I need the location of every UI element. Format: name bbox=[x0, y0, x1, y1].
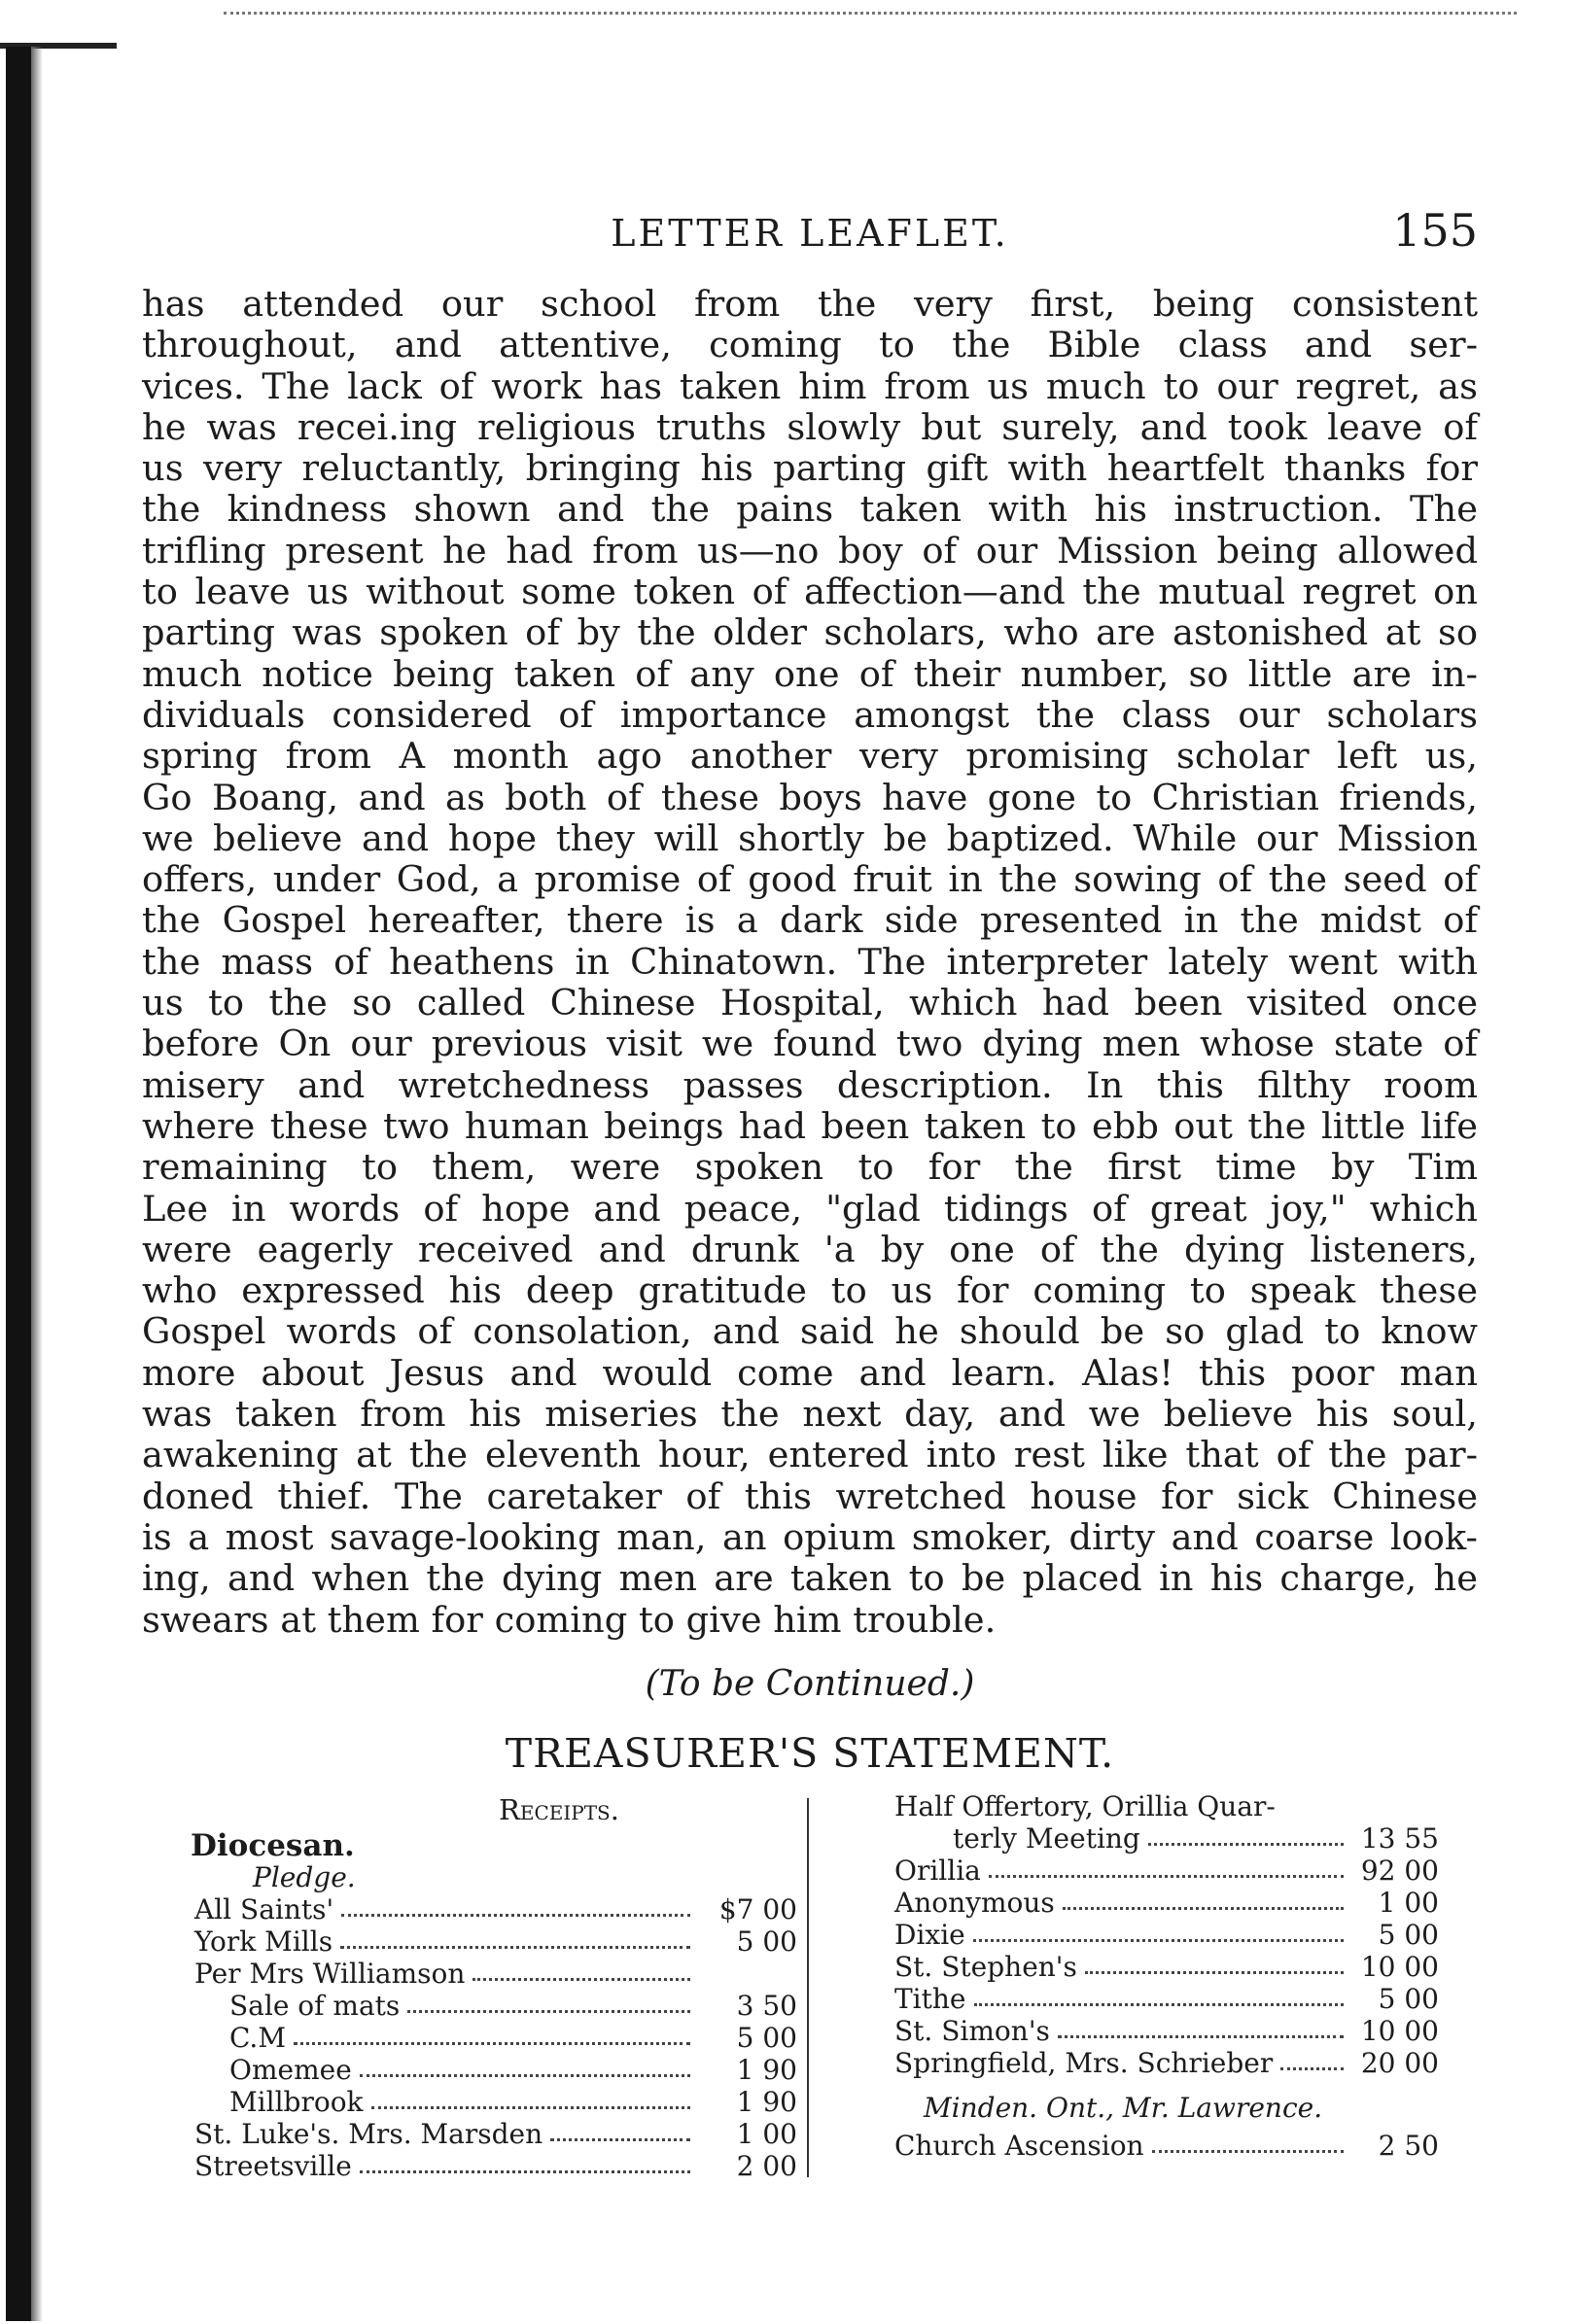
ledger-row bbox=[894, 2015, 1439, 2047]
body-line: to leave us without some token of affection—and the mutual regret on bbox=[142, 571, 1478, 613]
ledger-row bbox=[894, 1887, 1439, 1919]
body-line: spring from A month ago another very promising scholar left us, bbox=[142, 735, 1478, 778]
article-body bbox=[142, 284, 1478, 1641]
ledger-amount: 5 00 bbox=[1378, 1983, 1439, 2015]
body-line: dividuals considered of importance amongst the class our scholars bbox=[142, 693, 1478, 736]
ledger-row bbox=[894, 2047, 1439, 2079]
ledger-row bbox=[894, 2130, 1439, 2162]
dot-leader bbox=[973, 1939, 1344, 1942]
ledger-label: Anonymous bbox=[894, 1887, 1055, 1919]
dot-leader bbox=[360, 2170, 690, 2173]
scan-artifact-top bbox=[224, 12, 1517, 24]
ledger-label: Streetsville bbox=[194, 2150, 352, 2182]
ledger-amount: 92 00 bbox=[1360, 1855, 1439, 1887]
page-binding-shadow bbox=[31, 47, 43, 2321]
body-line: much notice being taken of any one of their number, so little are in- bbox=[142, 652, 1478, 695]
body-line: Gospel words of consolation, and said he should be so glad to know bbox=[142, 1310, 1478, 1353]
body-line: was taken from his miseries the next day, and we believe his soul, bbox=[142, 1393, 1478, 1436]
ledger-row bbox=[194, 1958, 797, 1990]
body-line: who expressed his deep gratitude to us for coming to speak these bbox=[142, 1269, 1478, 1312]
dot-leader bbox=[1063, 1907, 1344, 1910]
body-line: remaining to them, were spoken to for the first time by Tim bbox=[142, 1146, 1478, 1189]
ledger-label: C.M bbox=[229, 2022, 286, 2054]
dot-leader bbox=[407, 2010, 690, 2013]
body-line: the mass of heathens in Chinatown. The interpreter lately went with bbox=[142, 940, 1478, 983]
body-line: more about Jesus and would come and learn. Alas! this poor man bbox=[142, 1351, 1478, 1394]
ledger-row bbox=[194, 2150, 797, 2182]
ledger-amount: $7 00 bbox=[718, 1893, 797, 1925]
ledger-row bbox=[194, 1893, 797, 1925]
dot-leader bbox=[989, 1875, 1344, 1878]
dot-leader bbox=[550, 2138, 690, 2141]
running-title: LETTER LEAFLET. bbox=[611, 212, 1009, 255]
ledger-row bbox=[894, 1951, 1439, 1983]
dot-leader bbox=[1085, 1971, 1344, 1974]
ledger-row bbox=[194, 2086, 797, 2118]
ledger-row bbox=[894, 1919, 1439, 1951]
ledger-amount: 3 50 bbox=[736, 1990, 797, 2022]
ledger-label: St. Simon's bbox=[894, 2015, 1050, 2047]
body-line: Lee in words of hope and peace, "glad tidings of great joy," which bbox=[142, 1187, 1478, 1230]
receipts-column-left bbox=[191, 1790, 797, 2182]
ledger-label: All Saints' bbox=[194, 1893, 334, 1925]
treasurers-statement bbox=[191, 1790, 1439, 2182]
ledger-row bbox=[194, 1925, 797, 1958]
body-line: ing, and when the dying men are taken to be placed in his charge, he bbox=[142, 1557, 1478, 1600]
body-line: the kindness shown and the pains taken with his instruction. The bbox=[142, 488, 1478, 531]
ledger-amount: 5 00 bbox=[736, 1925, 797, 1958]
dot-leader bbox=[360, 2074, 690, 2077]
ledger-amount: 1 00 bbox=[1378, 1887, 1439, 1919]
ledger-label: Dixie bbox=[894, 1919, 965, 1951]
treasurers-statement-title: TREASURER'S STATEMENT. bbox=[505, 1730, 1115, 1777]
pledge-heading: Pledge. bbox=[253, 1861, 356, 1893]
body-line: we believe and hope they will shortly be baptized. While our Mission bbox=[142, 816, 1478, 859]
diocesan-heading: Diocesan. bbox=[191, 1828, 355, 1863]
ledger-label: Sale of mats bbox=[229, 1990, 401, 2022]
ledger-amount: 5 00 bbox=[1378, 1919, 1439, 1951]
dot-leader bbox=[974, 2003, 1344, 2006]
ledger-label: Omemee bbox=[229, 2054, 352, 2086]
body-line: throughout, and attentive, coming to the Bible class and ser- bbox=[142, 324, 1478, 366]
column-divider bbox=[807, 1798, 809, 2177]
dot-leader bbox=[1280, 2067, 1344, 2070]
ledger-label: Millbrook bbox=[229, 2086, 364, 2118]
dot-leader bbox=[341, 1914, 690, 1917]
ledger-label: York Mills bbox=[194, 1925, 333, 1958]
body-line: swears at them for coming to give him trouble. bbox=[142, 1598, 997, 1641]
page-header bbox=[142, 204, 1478, 262]
dot-leader bbox=[294, 2042, 690, 2045]
page-number: 155 bbox=[1392, 204, 1478, 257]
body-line: has attended our school from the very first, being consistent bbox=[142, 283, 1478, 325]
body-line: is a most savage-looking man, an opium smoker, dirty and coarse look- bbox=[142, 1515, 1478, 1558]
dot-leader bbox=[472, 1978, 690, 1981]
receipts-heading: Receipts. bbox=[499, 1793, 619, 1826]
ledger-amount: 1 90 bbox=[736, 2086, 797, 2118]
receipts-column-right bbox=[894, 1790, 1439, 2162]
right-first-line: Half Offertory, Orillia Quar- bbox=[894, 1790, 1276, 1822]
ledger-label: Church Ascension bbox=[894, 2130, 1144, 2162]
dot-leader bbox=[1148, 1843, 1344, 1846]
ledger-row bbox=[894, 1983, 1439, 2015]
body-line: the Gospel hereafter, there is a dark side presented in the midst of bbox=[142, 899, 1478, 942]
ledger-amount: 2 50 bbox=[1378, 2130, 1439, 2162]
ledger-label: Orillia bbox=[894, 1855, 981, 1887]
ledger-amount: 13 55 bbox=[1360, 1822, 1439, 1855]
dot-leader bbox=[371, 2106, 690, 2109]
body-line: before On our previous visit we found two dying men whose state of bbox=[142, 1023, 1478, 1065]
body-line: doned thief. The caretaker of this wretched house for sick Chinese bbox=[142, 1474, 1478, 1517]
ledger-row bbox=[194, 1990, 797, 2022]
ledger-amount: 5 00 bbox=[736, 2022, 797, 2054]
ledger-amount: 2 00 bbox=[736, 2150, 797, 2182]
ledger-amount: 10 00 bbox=[1360, 1951, 1439, 1983]
ledger-label: terly Meeting bbox=[953, 1822, 1140, 1855]
body-line: misery and wretchedness passes description. In this filthy room bbox=[142, 1063, 1478, 1106]
ledger-note: Minden. Ont., Mr. Lawrence. bbox=[924, 2092, 1323, 2124]
ledger-label: Tithe bbox=[894, 1983, 966, 2015]
body-line: awakening at the eleventh hour, entered into rest like that of the par- bbox=[142, 1434, 1478, 1476]
ledger-amount: 10 00 bbox=[1360, 2015, 1439, 2047]
ledger-row bbox=[894, 1822, 1439, 1855]
body-line: he was recei.ing religious truths slowly but surely, and took leave of bbox=[142, 405, 1478, 448]
ledger-label: Per Mrs Williamson bbox=[194, 1958, 466, 1990]
ledger-row bbox=[194, 2022, 797, 2054]
ledger-amount: 1 00 bbox=[736, 2118, 797, 2150]
body-line: were eagerly received and drunk 'a by one of the dying listeners, bbox=[142, 1228, 1478, 1270]
body-line: vices. The lack of work has taken him from us much to our regret, as bbox=[142, 364, 1478, 407]
continued-note: (To be Continued.) bbox=[645, 1664, 975, 1704]
ledger-row bbox=[194, 2054, 797, 2086]
dot-leader bbox=[1058, 2035, 1344, 2038]
ledger-label: Springfield, Mrs. Schrieber bbox=[894, 2047, 1274, 2079]
dot-leader bbox=[1152, 2150, 1344, 2153]
body-line: offers, under God, a promise of good fruit in the sowing of the seed of bbox=[142, 858, 1478, 901]
ledger-label: St. Luke's. Mrs. Marsden bbox=[194, 2118, 543, 2150]
ledger-row bbox=[194, 2118, 797, 2150]
body-line: trifling present he had from us—no boy of our Mission being allowed bbox=[142, 529, 1478, 572]
body-line: parting was spoken of by the older scholars, who are astonished at so bbox=[142, 611, 1478, 654]
ledger-amount: 20 00 bbox=[1360, 2047, 1439, 2079]
body-line: Go Boang, and as both of these boys have gone to Christian friends, bbox=[142, 776, 1478, 818]
body-line: us to the so called Chinese Hospital, which had been visited once bbox=[142, 982, 1478, 1024]
body-line: us very reluctantly, bringing his parting gift with heartfelt thanks for bbox=[142, 447, 1478, 490]
ledger-amount: 1 90 bbox=[736, 2054, 797, 2086]
ledger-label: St. Stephen's bbox=[894, 1951, 1077, 1983]
page-binding-edge bbox=[6, 47, 31, 2321]
dot-leader bbox=[340, 1946, 690, 1949]
ledger-row bbox=[894, 1855, 1439, 1887]
body-line: where these two human beings had been taken to ebb out the little life bbox=[142, 1104, 1478, 1147]
